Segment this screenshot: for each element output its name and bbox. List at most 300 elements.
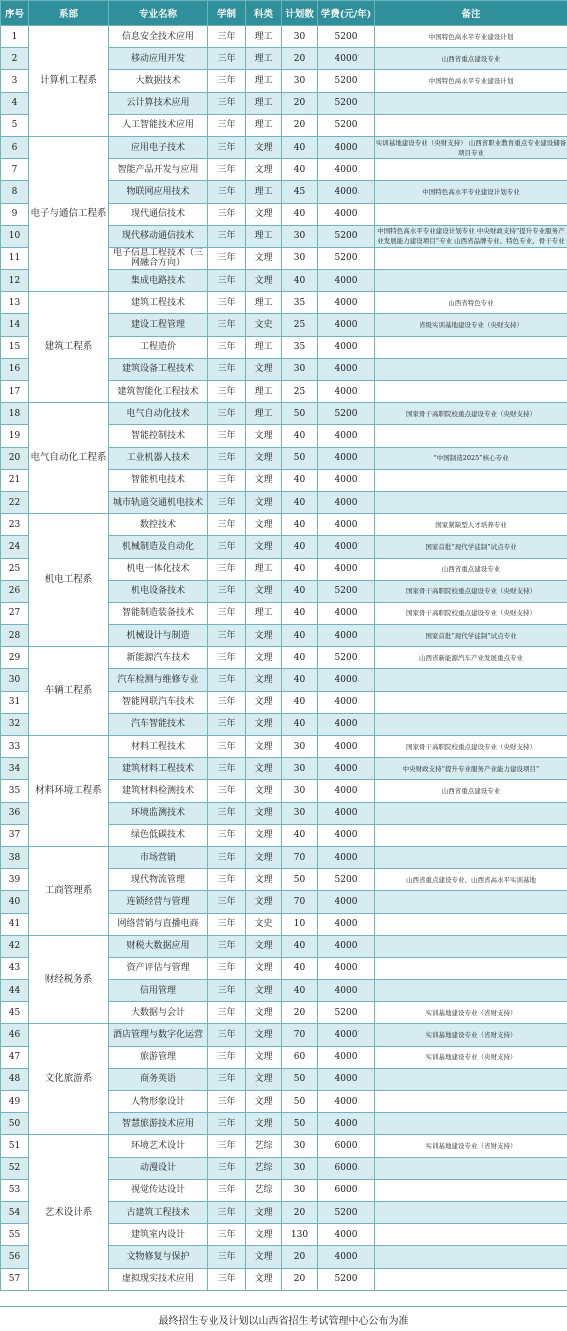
row-number: 6 [1,136,29,158]
plan-count: 30 [282,26,318,48]
study-years: 三年 [208,824,246,846]
study-years: 三年 [208,1201,246,1223]
remark: 山西省重点建设专业 [375,558,567,580]
study-years: 三年 [208,1157,246,1179]
plan-count: 40 [282,203,318,225]
remark [375,270,567,292]
table-row [1,846,567,868]
row-number: 30 [1,669,29,691]
remark: 山西省新能源汽车产业发展重点专业 [375,647,567,669]
study-years: 三年 [208,869,246,891]
row-number: 11 [1,247,29,269]
major-name: 移动应用开发 [109,48,208,70]
plan-count: 30 [282,736,318,758]
subject-category: 文理 [246,647,282,669]
tuition-fee: 4000 [318,48,375,70]
plan-count: 30 [282,1179,318,1201]
plan-count: 40 [282,957,318,979]
plan-count: 40 [282,602,318,624]
row-number: 12 [1,270,29,292]
study-years: 三年 [208,980,246,1002]
tuition-fee: 4000 [318,625,375,647]
tuition-fee: 5200 [318,1002,375,1024]
study-years: 三年 [208,159,246,181]
tuition-fee: 5200 [318,580,375,602]
subject-category: 文理 [246,358,282,380]
subject-category: 文理 [246,491,282,513]
tuition-fee: 4000 [318,1068,375,1090]
tuition-fee: 4000 [318,159,375,181]
subject-category: 文理 [246,713,282,735]
tuition-fee: 4000 [318,270,375,292]
major-name: 电气自动化技术 [109,403,208,425]
subject-category: 文理 [246,447,282,469]
subject-category: 文理 [246,669,282,691]
tuition-fee: 4000 [318,491,375,513]
remark [375,846,567,868]
remark: 国家骨干高职院校重点建设专业（央财支持） [375,580,567,602]
row-number: 47 [1,1046,29,1068]
remark [375,891,567,913]
major-name: 智能机电技术 [109,469,208,491]
department-name: 材料环境工程系 [29,736,109,847]
subject-category: 文理 [246,980,282,1002]
study-years: 三年 [208,1179,246,1201]
plan-count: 40 [282,935,318,957]
remark [375,491,567,513]
row-number: 49 [1,1091,29,1113]
tuition-fee: 4000 [318,381,375,403]
plan-count: 30 [282,358,318,380]
remark [375,1068,567,1090]
col-header-fee: 学费(元/年) [318,1,375,26]
study-years: 三年 [208,1113,246,1135]
subject-category: 艺综 [246,1135,282,1157]
study-years: 三年 [208,48,246,70]
subject-category: 文理 [246,469,282,491]
tuition-fee: 4000 [318,136,375,158]
table-row [1,736,567,758]
study-years: 三年 [208,602,246,624]
study-years: 三年 [208,70,246,92]
row-number: 26 [1,580,29,602]
plan-count: 130 [282,1224,318,1246]
tuition-fee: 4000 [318,203,375,225]
major-name: 市场营销 [109,846,208,868]
plan-count: 40 [282,159,318,181]
tuition-fee: 4000 [318,713,375,735]
table-body [1,26,567,1291]
tuition-fee: 4000 [318,358,375,380]
row-number: 38 [1,846,29,868]
plan-count: 20 [282,114,318,136]
col-header-department: 系部 [29,1,109,26]
remark: “中国制造2025”核心专业 [375,447,567,469]
remark: 实训基地建设专业（省财支持） [375,1135,567,1157]
tuition-fee: 4000 [318,802,375,824]
plan-count: 60 [282,1046,318,1068]
tuition-fee: 4000 [318,846,375,868]
major-name: 建筑材料检测技术 [109,780,208,802]
major-name: 环境艺术设计 [109,1135,208,1157]
tuition-fee: 4000 [318,558,375,580]
study-years: 三年 [208,1135,246,1157]
department-name: 计算机工程系 [29,26,109,137]
row-number: 40 [1,891,29,913]
subject-category: 理工 [246,381,282,403]
tuition-fee: 5200 [318,225,375,247]
subject-category: 文史 [246,314,282,336]
study-years: 三年 [208,736,246,758]
remark [375,691,567,713]
tuition-fee: 4000 [318,891,375,913]
tuition-fee: 4000 [318,181,375,203]
study-years: 三年 [208,514,246,536]
study-years: 三年 [208,580,246,602]
subject-category: 文史 [246,913,282,935]
remark: 省级实训基地建设专业（央财支持） [375,314,567,336]
row-number: 16 [1,358,29,380]
department-name: 电气自动化工程系 [29,403,109,514]
col-header-major: 专业名称 [109,1,208,26]
remark [375,247,567,269]
subject-category: 文理 [246,780,282,802]
major-name: 人工智能技术应用 [109,114,208,136]
table-row [1,403,567,425]
major-name: 大数据与会计 [109,1002,208,1024]
study-years: 三年 [208,381,246,403]
plan-count: 30 [282,225,318,247]
plan-count: 70 [282,891,318,913]
tuition-fee: 4000 [318,913,375,935]
tuition-fee: 4000 [318,425,375,447]
remark [375,1201,567,1223]
col-header-no: 序号 [1,1,29,26]
major-name: 现代物流管理 [109,869,208,891]
remark: 中国特色高水平专业建设计划专业 [375,181,567,203]
tuition-fee: 4000 [318,447,375,469]
row-number: 10 [1,225,29,247]
subject-category: 文理 [246,891,282,913]
subject-category: 文理 [246,1091,282,1113]
tuition-fee: 5200 [318,247,375,269]
subject-category: 理工 [246,92,282,114]
major-name: 新能源汽车技术 [109,647,208,669]
row-number: 29 [1,647,29,669]
department-name: 建筑工程系 [29,292,109,403]
subject-category: 理工 [246,26,282,48]
tuition-fee: 6000 [318,1179,375,1201]
subject-category: 理工 [246,114,282,136]
plan-count: 50 [282,1113,318,1135]
remark: 国家骨干高职院校重点建设专业（央财支持） [375,602,567,624]
remark: 国家骨干高职院校重点建设专业（央财支持） [375,736,567,758]
tuition-fee: 4000 [318,292,375,314]
department-name: 机电工程系 [29,514,109,647]
plan-count: 40 [282,669,318,691]
study-years: 三年 [208,536,246,558]
tuition-fee: 5200 [318,114,375,136]
plan-count: 35 [282,292,318,314]
footer-note: 最终招生专业及计划以山西省招生考试管理中心公布为准 [0,1306,567,1331]
major-name: 机械设计与制造 [109,625,208,647]
study-years: 三年 [208,447,246,469]
remark [375,980,567,1002]
major-name: 酒店管理与数字化运营 [109,1024,208,1046]
major-name: 文物修复与保护 [109,1246,208,1268]
department-name: 文化旅游系 [29,1024,109,1135]
study-years: 三年 [208,713,246,735]
study-years: 三年 [208,669,246,691]
plan-count: 30 [282,1157,318,1179]
row-number: 7 [1,159,29,181]
remark [375,669,567,691]
remark: 中国特色高水平专业建设计划 [375,26,567,48]
major-name: 建筑智能化工程技术 [109,381,208,403]
major-name: 现代通信技术 [109,203,208,225]
subject-category: 理工 [246,225,282,247]
row-number: 44 [1,980,29,1002]
subject-category: 理工 [246,48,282,70]
plan-count: 10 [282,913,318,935]
major-name: 建筑室内设计 [109,1224,208,1246]
subject-category: 理工 [246,403,282,425]
row-number: 14 [1,314,29,336]
subject-category: 文理 [246,957,282,979]
major-name: 大数据技术 [109,70,208,92]
tuition-fee: 5200 [318,26,375,48]
major-name: 旅游管理 [109,1046,208,1068]
plan-count: 35 [282,336,318,358]
tuition-fee: 4000 [318,669,375,691]
col-header-years: 学制 [208,1,246,26]
major-name: 智能产品开发与应用 [109,159,208,181]
plan-count: 30 [282,758,318,780]
tuition-fee: 4000 [318,758,375,780]
study-years: 三年 [208,1002,246,1024]
study-years: 三年 [208,314,246,336]
subject-category: 艺综 [246,1157,282,1179]
subject-category: 文理 [246,824,282,846]
tuition-fee: 4000 [318,824,375,846]
remark [375,802,567,824]
row-number: 17 [1,381,29,403]
study-years: 三年 [208,913,246,935]
major-name: 工程造价 [109,336,208,358]
table-row [1,514,567,536]
subject-category: 文理 [246,1201,282,1223]
plan-count: 50 [282,447,318,469]
tuition-fee: 4000 [318,1091,375,1113]
subject-category: 文理 [246,159,282,181]
col-header-note: 备注 [375,1,567,26]
department-name: 财经税务系 [29,935,109,1024]
department-name: 工商管理系 [29,846,109,935]
major-name: 环境监测技术 [109,802,208,824]
tuition-fee: 4000 [318,935,375,957]
row-number: 20 [1,447,29,469]
study-years: 三年 [208,92,246,114]
row-number: 5 [1,114,29,136]
tuition-fee: 4000 [318,1224,375,1246]
remark: 山西省重点建设专业 [375,780,567,802]
remark [375,358,567,380]
table-header-row [1,1,567,26]
study-years: 三年 [208,935,246,957]
row-number: 31 [1,691,29,713]
study-years: 三年 [208,136,246,158]
subject-category: 文理 [246,1002,282,1024]
major-name: 古建筑工程技术 [109,1201,208,1223]
remark [375,935,567,957]
plan-count: 30 [282,780,318,802]
subject-category: 文理 [246,203,282,225]
remark [375,1224,567,1246]
major-name: 人物形象设计 [109,1091,208,1113]
row-number: 57 [1,1268,29,1290]
plan-count: 40 [282,647,318,669]
subject-category: 艺综 [246,1179,282,1201]
major-name: 机械制造及自动化 [109,536,208,558]
row-number: 2 [1,48,29,70]
remark [375,1179,567,1201]
row-number: 4 [1,92,29,114]
row-number: 42 [1,935,29,957]
row-number: 25 [1,558,29,580]
study-years: 三年 [208,225,246,247]
subject-category: 文理 [246,758,282,780]
study-years: 三年 [208,846,246,868]
plan-count: 50 [282,1068,318,1090]
tuition-fee: 4000 [318,469,375,491]
plan-count: 45 [282,181,318,203]
subject-category: 理工 [246,602,282,624]
row-number: 24 [1,536,29,558]
row-number: 22 [1,491,29,513]
major-name: 应用电子技术 [109,136,208,158]
table-row [1,26,567,48]
subject-category: 文理 [246,1068,282,1090]
subject-category: 文理 [246,425,282,447]
major-name: 现代移动通信技术 [109,225,208,247]
major-name: 智能制造装备技术 [109,602,208,624]
remark: 中国特色高水平专业建设计划专业 中央财政支持“提升专业服务产业发展能力建设项目”专业 山西省品牌专业、特色专业、骨干专业 [375,225,567,247]
tuition-fee: 5200 [318,92,375,114]
tuition-fee: 5200 [318,1268,375,1290]
row-number: 55 [1,1224,29,1246]
plan-count: 30 [282,70,318,92]
plan-count: 40 [282,580,318,602]
table-row [1,647,567,669]
plan-count: 40 [282,491,318,513]
study-years: 三年 [208,691,246,713]
plan-count: 40 [282,514,318,536]
plan-count: 40 [282,558,318,580]
study-years: 三年 [208,203,246,225]
plan-count: 40 [282,980,318,1002]
study-years: 三年 [208,1046,246,1068]
plan-count: 40 [282,536,318,558]
major-name: 材料工程技术 [109,736,208,758]
major-name: 智能网联汽车技术 [109,691,208,713]
major-name: 网络营销与直播电商 [109,913,208,935]
tuition-fee: 5200 [318,70,375,92]
study-years: 三年 [208,181,246,203]
plan-count: 70 [282,846,318,868]
remark: 国家首批“现代学徒制”试点专业 [375,536,567,558]
row-number: 51 [1,1135,29,1157]
remark [375,1246,567,1268]
study-years: 三年 [208,114,246,136]
table-row [1,1135,567,1157]
tuition-fee: 4000 [318,691,375,713]
major-name: 云计算技术应用 [109,92,208,114]
tuition-fee: 4000 [318,1246,375,1268]
row-number: 19 [1,425,29,447]
remark [375,1113,567,1135]
subject-category: 文理 [246,580,282,602]
row-number: 8 [1,181,29,203]
department-name: 车辆工程系 [29,647,109,736]
remark [375,824,567,846]
table-row [1,935,567,957]
remark: 国家紧缺型人才培养专业 [375,514,567,536]
major-name: 绿色低碳技术 [109,824,208,846]
subject-category: 文理 [246,625,282,647]
study-years: 三年 [208,1068,246,1090]
study-years: 三年 [208,26,246,48]
tuition-fee: 4000 [318,336,375,358]
remark [375,114,567,136]
row-number: 34 [1,758,29,780]
table-row [1,1024,567,1046]
plan-count: 40 [282,824,318,846]
plan-count: 20 [282,1201,318,1223]
remark [375,425,567,447]
remark: 山西省重点建设专业 [375,48,567,70]
row-number: 48 [1,1068,29,1090]
row-number: 43 [1,957,29,979]
major-name: 数控技术 [109,514,208,536]
subject-category: 文理 [246,247,282,269]
major-name: 连锁经营与管理 [109,891,208,913]
col-header-category: 科类 [246,1,282,26]
tuition-fee: 5200 [318,403,375,425]
plan-count: 20 [282,1002,318,1024]
major-name: 建筑设备工程技术 [109,358,208,380]
study-years: 三年 [208,469,246,491]
remark [375,92,567,114]
subject-category: 文理 [246,1268,282,1290]
table-row [1,292,567,314]
major-name: 智慧旅游技术应用 [109,1113,208,1135]
plan-count: 25 [282,381,318,403]
remark [375,203,567,225]
row-number: 18 [1,403,29,425]
plan-count: 30 [282,802,318,824]
row-number: 53 [1,1179,29,1201]
plan-count: 40 [282,691,318,713]
tuition-fee: 4000 [318,780,375,802]
subject-category: 文理 [246,136,282,158]
plan-count: 40 [282,625,318,647]
major-name: 汽车智能技术 [109,713,208,735]
col-header-plan: 计划数 [282,1,318,26]
plan-count: 30 [282,247,318,269]
subject-category: 理工 [246,70,282,92]
subject-category: 理工 [246,558,282,580]
plan-count: 50 [282,403,318,425]
